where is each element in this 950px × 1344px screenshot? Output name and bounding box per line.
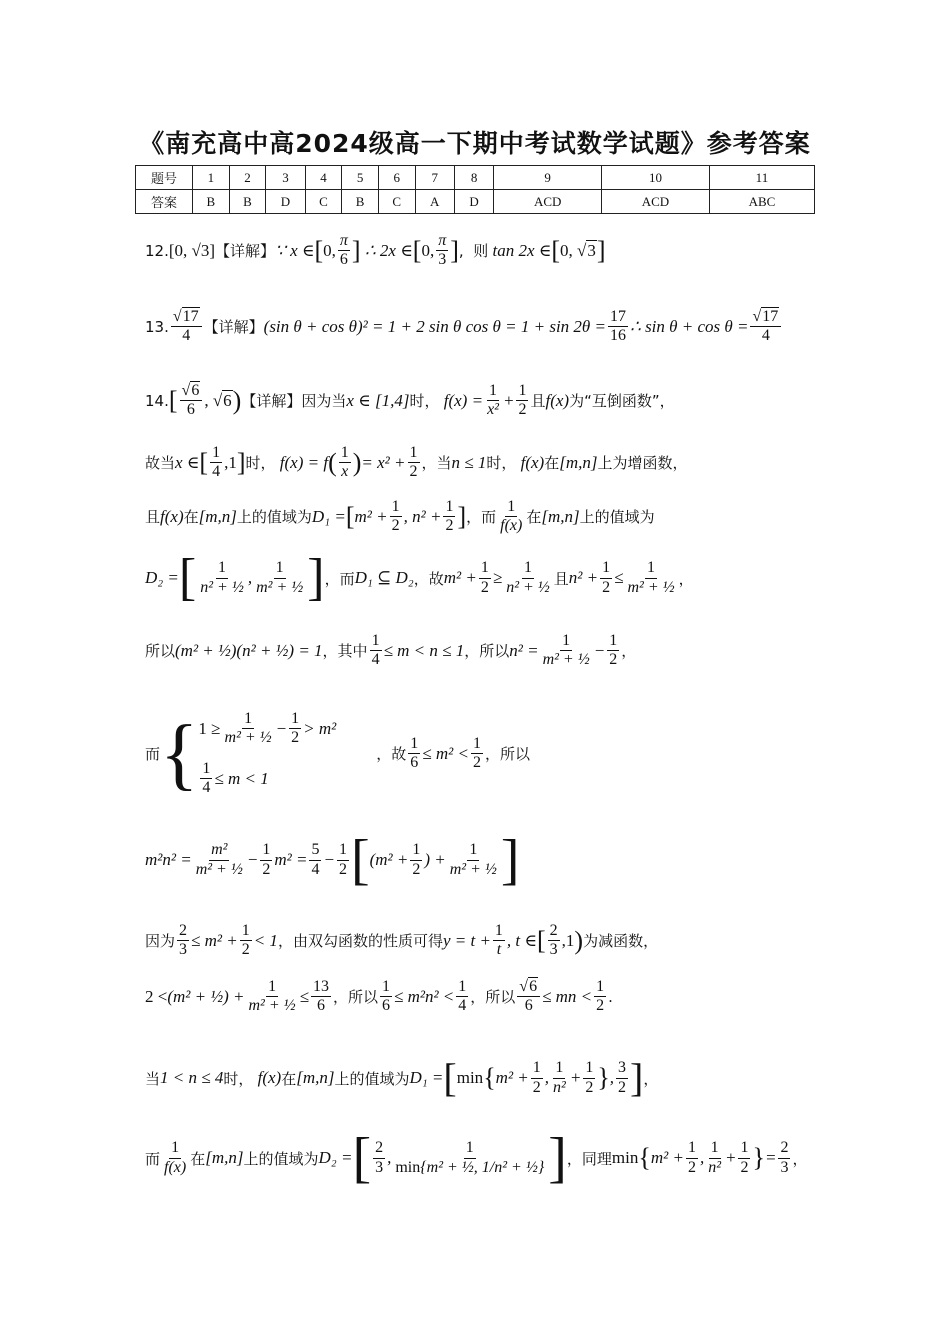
table-cell: B [193,190,230,214]
q14-line-10: 当 1 < n ≤ 4 时， f(x) 在 [m,n] 上的值域为 D₁ = [ min { m² + $\frac{1}{2}$ , $\frac{1}{\text{n²}}$ + $\frac{1}{2}$ } , $\frac{3}{2}$ ] ， [145,1055,659,1100]
table-cell: A [415,190,454,214]
table-cell: 4 [305,166,342,190]
table-cell: 5 [342,166,379,190]
table-cell: 2 [229,166,266,190]
q14-line-2: 故当 x ∈ [ $\frac{1}{4}$ ,1 ] 时， f(x) = f ( $\frac{1}{x}$ ) = x² + $\frac{1}{2}$ ，当 n ≤ 1 时， f(x) 在 [m,n] 上为增函数， [145,444,688,481]
table-cell: C [378,190,415,214]
q13-solution: 13. $\frac{√17}{4}$ 【详解】 (sin θ + cos θ)² = 1 + 2 sin θ cos θ = 1 + sin 2θ = $\frac{17}{16}$ ∴ sin θ + cos θ = $\frac{√17}{4}$ [145,308,783,346]
table-cell: ACD [494,190,602,214]
table-cell: 10 [602,166,710,190]
table-cell: C [305,190,342,214]
q14-line-6: 而 { 1 ≥ $\frac{1}{\text{m² + ½}}$ − $\frac{1}{2}$ > m² $\frac{1}{4}$ ≤ m < 1 ，故 $\frac{1}{6}$ ≤ m² < $\frac{1}{2}$ ，所以 [145,709,530,798]
table-cell: 9 [494,166,602,190]
table-header-cell: 答案 [136,190,193,214]
table-header-cell: 题号 [136,166,193,190]
q14-line-5: 所以 (m² + ½)(n² + ½) = 1 ，其中 $\frac{1}{4}$ ≤ m < n ≤ 1 ，所以 n² = $\frac{1}{\text{m² + ½}}$ − $\frac{1}{2}$ ， [145,632,637,669]
table-cell: 6 [378,166,415,190]
table-cell: 8 [454,166,493,190]
q14-line-11: 而 $\frac{1}{f(x)}$ 在 [m,n] 上的值域为 D₂ = [ $\frac{2}{3}$ , $\frac{1}{\text{min\{m² + ½, 1/n² + ½\}}}$ ] ，同理 min { m² + $\frac{1}{2}$ , $\frac{1}{\text{n²}}$ + $\frac{1}{2}$ } = $\frac{2}{3}$ ， [145,1127,808,1189]
q14-line-7: m²n² = $\frac{\text{m²}}{\text{m² + ½}}$ − $\frac{1}{2}$ m² = $\frac{5}{4}$ − $\frac{1}{2}$ [ (m² + $\frac{1}{2}$ ) + $\frac{1}{\text{m² + ½}}$ ] [145,829,520,891]
table-cell: B [229,190,266,214]
q14-line-1: 14. [ $\frac{√6}{6}$ , √6 ) 【详解】 因为当 x ∈ [1,4] 时， f(x) = $\frac{1}{\text{x²}}$ + $\frac{1}{2}$ 且 f(x) 为“互倒函数”， [145,382,675,419]
q14-line-4: D₂ = [ $\frac{1}{\text{n² + ½}}$ , $\frac{1}{\text{m² + ½}}$ ] ，而 D₁ ⊆ D₂ ，故 m² + $\frac{1}{2}$ ≥ $\frac{1}{\text{n² + ½}}$ 且 n² + $\frac{1}{2}$ ≤ $\frac{1}{\text{m² + ½}}$ ， [145,549,694,606]
q14-line-9: 2 < (m² + ½) + $\frac{1}{\text{m² + ½}}$ ≤ $\frac{13}{6}$ ，所以 $\frac{1}{6}$ ≤ m²n² < $\frac{1}{4}$ ，所以 $\frac{√6}{6}$ ≤ mn < $\frac{1}{2}$ . [145,978,613,1015]
table-cell: 11 [709,166,814,190]
table-cell: D [454,190,493,214]
q14-line-8: 因为 $\frac{2}{3}$ ≤ m² + $\frac{1}{2}$ < 1 ，由双勾函数的性质可得 y = t + $\frac{1}{t}$ , t ∈ [ $\frac{2}{3}$ ,1 ) 为减函数， [145,922,659,959]
answer-table [135,165,815,214]
q14-line-3: 且 f(x) 在 [m,n] 上的值域为 D₁ = [ m² + $\frac{1}{2}$ , n² + $\frac{1}{2}$ ] ，而 $\frac{1}{f(x)}$ 在 [m,n] 上的值域为 [145,498,655,535]
table-cell: D [266,190,305,214]
table-cell: ABC [709,190,814,214]
page-title: 《南充高中高2024级高一下期中考试数学试题》参考答案 [139,129,811,158]
table-cell: 3 [266,166,305,190]
table-cell: B [342,190,379,214]
table-row-answers [136,190,815,214]
q12-solution: 12. [0, √3] 【详解】 ∵ x ∈ [ 0, $\frac{\pi}{6}$ ] ∴ 2x ∈ [ 0, $\frac{\pi}{3}$ ] , 则 tan 2x ∈ [ 0, √3 ] [145,232,606,269]
table-cell: ACD [602,190,710,214]
table-cell: 7 [415,166,454,190]
table-cell: 1 [193,166,230,190]
table-row-numbers [136,166,815,190]
